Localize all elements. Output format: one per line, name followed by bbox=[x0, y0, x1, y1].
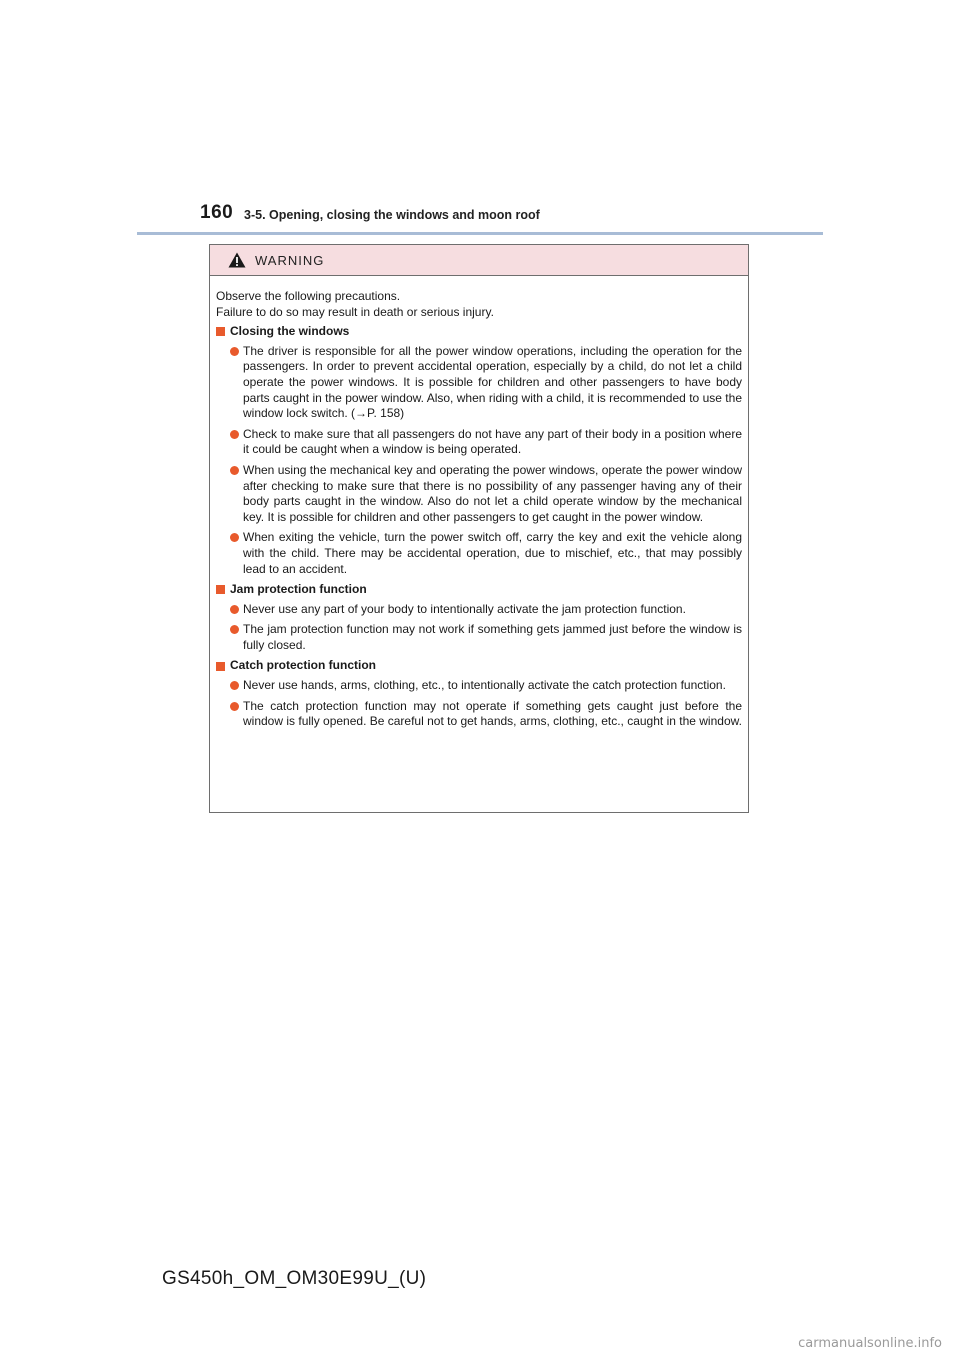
list-item-text: The jam protection function may not work if something gets jammed just before the window is fully closed. bbox=[243, 622, 742, 652]
warning-body bbox=[210, 276, 748, 730]
section-heading bbox=[216, 582, 742, 598]
list-item-text: Never use hands, arms, clothing, etc., to intentionally activate the catch protection function. bbox=[243, 678, 726, 693]
circle-bullet-icon bbox=[230, 625, 239, 634]
header-rule bbox=[137, 232, 823, 235]
section-heading bbox=[216, 324, 742, 340]
list-item bbox=[230, 344, 742, 422]
circle-bullet-icon bbox=[230, 533, 239, 542]
section-heading-text: Jam protection function bbox=[230, 582, 367, 597]
square-bullet-icon bbox=[216, 662, 225, 671]
page-number: 160 bbox=[200, 202, 234, 223]
circle-bullet-icon bbox=[230, 702, 239, 711]
list-item bbox=[230, 602, 742, 618]
intro-line: Failure to do so may result in death or serious injury. bbox=[216, 304, 494, 319]
warning-intro bbox=[216, 289, 742, 320]
circle-bullet-icon bbox=[230, 681, 239, 690]
square-bullet-icon bbox=[216, 585, 225, 594]
section-heading-text: Closing the windows bbox=[230, 324, 350, 339]
circle-bullet-icon bbox=[230, 430, 239, 439]
square-bullet-icon bbox=[216, 327, 225, 336]
document-code: GS450h_OM_OM30E99U_(U) bbox=[162, 1268, 427, 1289]
warning-header bbox=[210, 245, 748, 276]
circle-bullet-icon bbox=[230, 466, 239, 475]
page-header bbox=[200, 202, 823, 232]
circle-bullet-icon bbox=[230, 347, 239, 356]
section-heading bbox=[216, 658, 742, 674]
list-item-text: Check to make sure that all passengers do not have any part of their body in a position where it could be caught when a window is being operated. bbox=[243, 426, 742, 457]
list-item-text: The catch protection function may not operate if something gets caught just before the window is fully opened. Be careful not to get hands, arms, clothing, etc., caught in the window. bbox=[243, 698, 742, 729]
list-item-text: When using the mechanical key and operating the power windows, operate the power window after checking to make sure that there is no possibility of any passenger having any of their body parts caught in the window. Also do not let a child operate window by the mechanical key. It is possible for children and other passengers to get caught in the power window. bbox=[243, 462, 742, 524]
watermark: carmanualsonline.info bbox=[798, 1336, 942, 1351]
list-item bbox=[230, 678, 742, 694]
warning-triangle-icon bbox=[228, 252, 246, 268]
list-item bbox=[230, 622, 742, 653]
list-item bbox=[230, 699, 742, 730]
section-title: 3-5. Opening, closing the windows and moon roof bbox=[244, 208, 540, 222]
warning-box bbox=[209, 244, 749, 813]
warning-label: WARNING bbox=[255, 252, 325, 268]
list-item bbox=[230, 530, 742, 577]
list-item bbox=[230, 463, 742, 525]
list-item-text: Never use any part of your body to intentionally activate the jam protection function. bbox=[243, 601, 686, 616]
section-heading-text: Catch protection function bbox=[230, 658, 376, 673]
list-item bbox=[230, 427, 742, 458]
circle-bullet-icon bbox=[230, 605, 239, 614]
list-item-text: When exiting the vehicle, turn the power switch off, carry the key and exit the vehicle along with the child. There may be accidental operation, due to mischief, etc., that may possibly lead to an accident. bbox=[243, 530, 742, 576]
intro-line: Observe the following precautions. bbox=[216, 289, 401, 303]
list-item-text: The driver is responsible for all the power window operations, including the operation for the passengers. In order to prevent accidental operation, especially by a child, do not let a child operate the power windows. It is possible for children and other passengers to have body parts caught in the power window. Also, when riding with a child, it is recommended to use the window lock switch. (→P. 158) bbox=[243, 343, 742, 421]
